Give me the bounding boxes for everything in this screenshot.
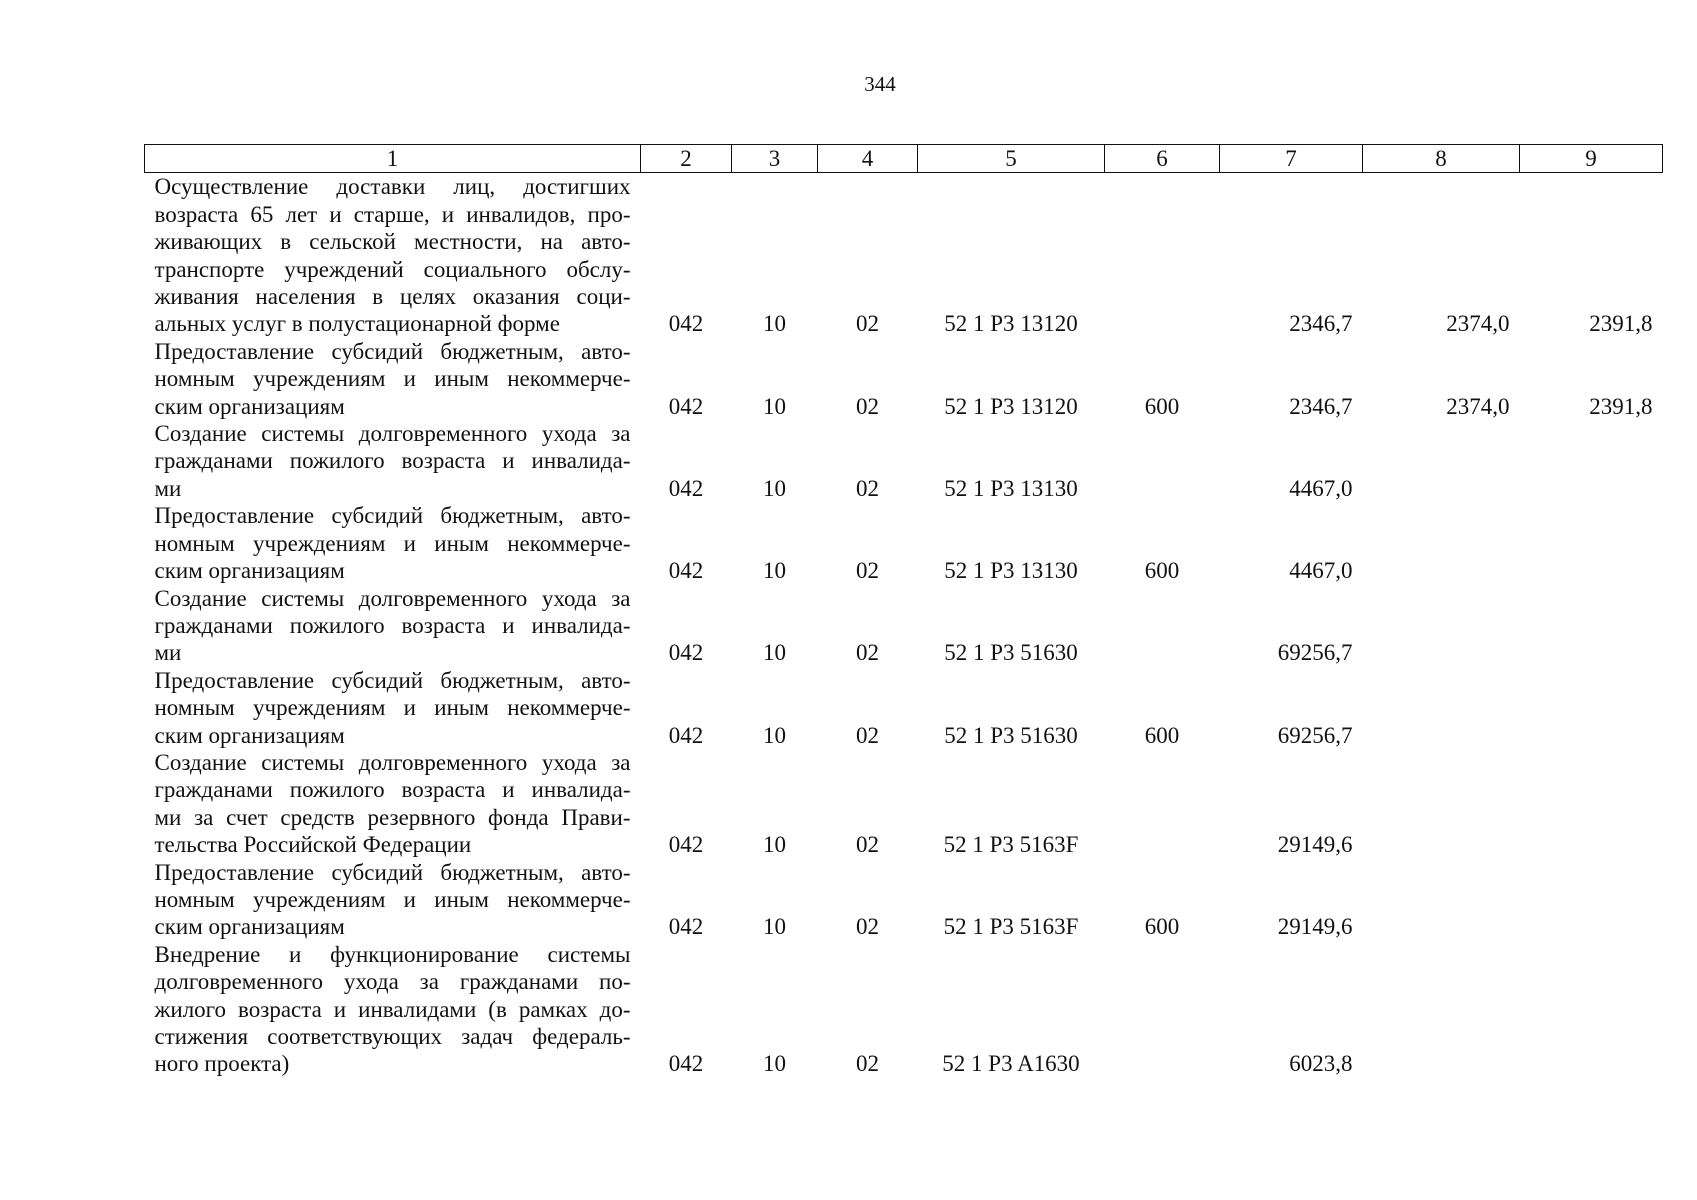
item-name-line: гражданами пожилого возраста и инвалида- (154, 777, 631, 803)
item-name-line: Создание системы долговременного ухода за (154, 749, 631, 775)
cell-section: 10 (763, 393, 786, 419)
item-name-line: ного проекта) (154, 1051, 290, 1077)
item-name-line: Предоставление субсидий бюджетным, авто- (154, 667, 631, 693)
cell-amount-year-2 (1363, 749, 1520, 859)
table-row (145, 941, 1663, 1078)
header-col-9: 9 (1520, 145, 1663, 173)
cell-target-article: 52 1 P3 5163F (943, 914, 1079, 940)
cell-amount-year-1: 2346,7 (1289, 311, 1353, 337)
item-name-line: транспорте учреждений социального обслу- (154, 256, 631, 282)
cell-amount-year-1: 6023,8 (1289, 1051, 1353, 1077)
cell-amount-year-2 (1363, 667, 1520, 749)
item-name-line: номным учреждениям и иным некоммерче- (154, 886, 631, 912)
cell-amount-year-2: 2374,0 (1446, 311, 1510, 337)
item-name-line: Создание системы долговременного ухода за (154, 585, 631, 611)
cell-section: 10 (763, 475, 786, 501)
cell-ministry-code: 042 (668, 558, 704, 584)
cell-expense-type (1105, 749, 1220, 859)
cell-amount-year-1: 29149,6 (1277, 832, 1353, 858)
cell-amount-year-1: 4467,0 (1289, 558, 1353, 584)
item-name-line: ским организациям (154, 722, 345, 748)
cell-ministry-code: 042 (668, 914, 704, 940)
cell-section: 10 (763, 311, 786, 337)
cell-amount-year-3 (1520, 667, 1663, 749)
cell-amount-year-1: 69256,7 (1277, 640, 1353, 666)
cell-item-name (145, 338, 641, 420)
table-row (145, 502, 1663, 584)
cell-amount-year-2 (1363, 585, 1520, 667)
item-name-line: ми за счет средств резервного фонда Прави- (154, 804, 631, 830)
cell-section: 10 (763, 640, 786, 666)
item-name-line: ским организациям (154, 393, 345, 419)
item-name-line: жилого возраста и инвалидами (в рамках до- (154, 996, 631, 1022)
cell-amount-year-3 (1520, 749, 1663, 859)
cell-target-article: 52 1 P3 13130 (944, 475, 1078, 501)
table-header (145, 145, 1663, 173)
item-name-line: альных услуг в полустационарной форме (154, 311, 560, 337)
item-name-line: долговременного ухода за гражданами по- (154, 969, 631, 995)
cell-item-name (145, 420, 641, 502)
cell-item-name (145, 502, 641, 584)
cell-item-name (145, 749, 641, 859)
item-name-line: Создание системы долговременного ухода за (154, 421, 631, 447)
header-col-6: 6 (1105, 145, 1220, 173)
item-name-line: возраста 65 лет и старше, и инвалидов, про- (154, 201, 631, 227)
cell-item-name (145, 173, 641, 338)
cell-amount-year-1: 69256,7 (1277, 722, 1353, 748)
cell-amount-year-2 (1363, 941, 1520, 1078)
cell-target-article: 52 1 P3 13120 (944, 311, 1078, 337)
table-row (145, 749, 1663, 859)
header-row (145, 145, 1663, 173)
item-name-line: Внедрение и функционирование системы (154, 941, 631, 967)
cell-ministry-code: 042 (668, 832, 704, 858)
cell-ministry-code: 042 (668, 722, 704, 748)
cell-section: 10 (763, 832, 786, 858)
cell-amount-year-3 (1520, 420, 1663, 502)
item-name-line: ми (154, 475, 182, 501)
cell-amount-year-3 (1520, 941, 1663, 1078)
cell-expense-type: 600 (1144, 722, 1180, 748)
cell-amount-year-1: 2346,7 (1289, 393, 1353, 419)
cell-subsection: 02 (856, 393, 879, 419)
cell-target-article: 52 1 P3 51630 (944, 722, 1078, 748)
item-name-line: ми (154, 640, 182, 666)
header-col-1: 1 (145, 145, 641, 173)
item-name-line: гражданами пожилого возраста и инвалида- (154, 612, 631, 638)
cell-ministry-code: 042 (668, 475, 704, 501)
cell-amount-year-1: 4467,0 (1289, 475, 1353, 501)
item-name-line: живания населения в целях оказания соци- (154, 284, 631, 310)
cell-target-article: 52 1 P3 13120 (944, 393, 1078, 419)
page-number: 344 (864, 72, 896, 96)
cell-subsection: 02 (856, 832, 879, 858)
item-name-line: ским организациям (154, 558, 345, 584)
item-name-line: Предоставление субсидий бюджетным, авто- (154, 859, 631, 885)
header-col-7: 7 (1220, 145, 1363, 173)
cell-subsection: 02 (856, 558, 879, 584)
cell-expense-type (1105, 585, 1220, 667)
item-name-line: тельства Российской Федерации (154, 832, 472, 858)
budget-table (144, 144, 1663, 1078)
cell-target-article: 52 1 P3 13130 (944, 558, 1078, 584)
header-col-4: 4 (818, 145, 918, 173)
item-name-line: ским организациям (154, 914, 345, 940)
header-col-3: 3 (732, 145, 818, 173)
cell-amount-year-3 (1520, 502, 1663, 584)
item-name-line: стижения соответствующих задач федераль- (154, 1024, 631, 1049)
cell-expense-type: 600 (1144, 914, 1180, 940)
cell-ministry-code: 042 (668, 1051, 704, 1077)
cell-target-article: 52 1 P3 A1630 (942, 1051, 1080, 1077)
cell-amount-year-1: 29149,6 (1277, 914, 1353, 940)
cell-target-article: 52 1 P3 5163F (943, 832, 1079, 858)
cell-amount-year-3 (1520, 859, 1663, 941)
item-name-line: Осуществление доставки лиц, достигших (154, 174, 631, 200)
cell-ministry-code: 042 (668, 393, 704, 419)
cell-item-name (145, 941, 641, 1078)
cell-amount-year-2 (1363, 502, 1520, 584)
cell-amount-year-3: 2391,8 (1589, 393, 1653, 419)
cell-ministry-code: 042 (668, 311, 704, 337)
table-row (145, 173, 1663, 338)
cell-section: 10 (763, 722, 786, 748)
cell-item-name (145, 859, 641, 941)
item-name-line: номным учреждениям и иным некоммерче- (154, 530, 631, 556)
cell-section: 10 (763, 1051, 786, 1077)
cell-subsection: 02 (856, 475, 879, 501)
cell-item-name (145, 585, 641, 667)
table-row (145, 338, 1663, 420)
cell-section: 10 (763, 558, 786, 584)
header-col-8: 8 (1363, 145, 1520, 173)
item-name-line: Предоставление субсидий бюджетным, авто- (154, 503, 631, 529)
cell-expense-type: 600 (1144, 393, 1180, 419)
cell-amount-year-2: 2374,0 (1446, 393, 1510, 419)
table-row (145, 859, 1663, 941)
item-name-line: Предоставление субсидий бюджетным, авто- (154, 338, 631, 364)
cell-expense-type (1105, 941, 1220, 1078)
cell-subsection: 02 (856, 722, 879, 748)
table-row (145, 420, 1663, 502)
item-name-line: живающих в сельской местности, на авто- (154, 229, 631, 255)
cell-expense-type (1105, 420, 1220, 502)
cell-expense-type: 600 (1144, 558, 1180, 584)
cell-subsection: 02 (856, 1051, 879, 1077)
table-row (145, 585, 1663, 667)
cell-amount-year-3 (1520, 585, 1663, 667)
cell-section: 10 (763, 914, 786, 940)
cell-target-article: 52 1 P3 51630 (944, 640, 1078, 666)
cell-amount-year-3: 2391,8 (1589, 311, 1653, 337)
header-col-5: 5 (918, 145, 1105, 173)
table-body (145, 173, 1663, 1078)
cell-subsection: 02 (856, 914, 879, 940)
item-name-line: гражданами пожилого возраста и инвалида- (154, 448, 631, 474)
cell-expense-type (1105, 173, 1220, 338)
cell-subsection: 02 (856, 311, 879, 337)
item-name-line: номным учреждениям и иным некоммерче- (154, 695, 631, 721)
cell-item-name (145, 667, 641, 749)
cell-amount-year-2 (1363, 420, 1520, 502)
table-row (145, 667, 1663, 749)
cell-ministry-code: 042 (668, 640, 704, 666)
cell-subsection: 02 (856, 640, 879, 666)
header-col-2: 2 (641, 145, 732, 173)
cell-amount-year-2 (1363, 859, 1520, 941)
item-name-line: номным учреждениям и иным некоммерче- (154, 366, 631, 392)
